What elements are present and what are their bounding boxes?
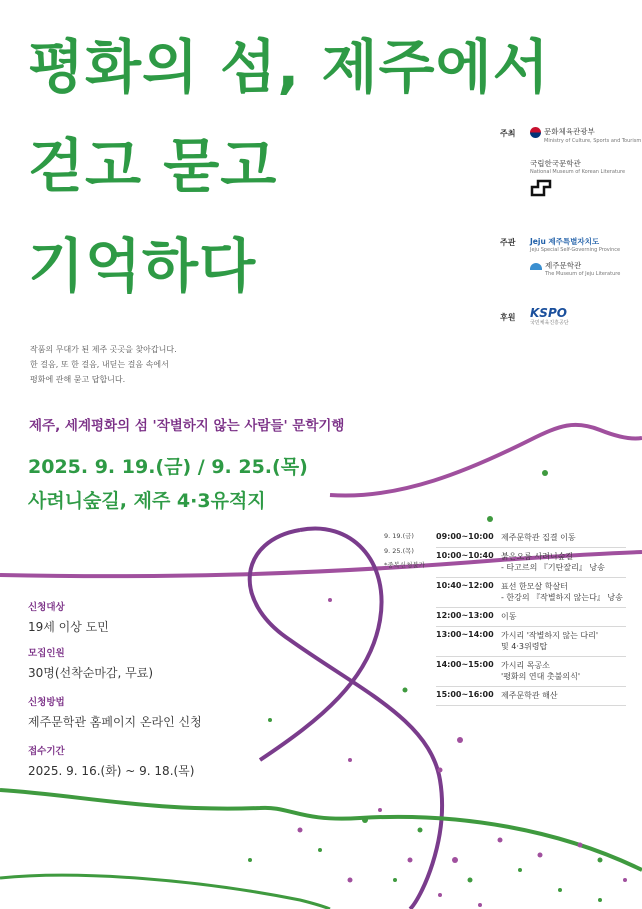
- table-row: 12:00~13:00 이동: [436, 608, 626, 627]
- schedule-date-2: 9. 25.(목): [384, 547, 414, 555]
- host-label: 주최: [500, 129, 516, 138]
- support-label: 후원: [500, 313, 516, 322]
- intro-line: 작품의 무대가 된 제주 곳곳을 찾아갑니다.: [30, 345, 177, 354]
- title-line-1: 평화의 섬, 제주에서: [28, 33, 550, 101]
- intro-text: [30, 342, 290, 387]
- schedule-date-1: 9. 19.(금): [384, 532, 414, 540]
- jeju-logo: Jeju 제주특별자치도 Jeju Special Self-Governing Province: [530, 237, 621, 253]
- mcst-logo: 문화체육관광부 Ministry of Culture, Sports and Tourism: [530, 126, 641, 144]
- schedule-note: *중복신청불가: [384, 561, 425, 569]
- organizer-label: 주관: [500, 238, 516, 247]
- title-line-3: 기억하다: [28, 232, 257, 300]
- info-period: 접수기간 2025. 9. 16.(화) ~ 9. 18.(목): [28, 746, 195, 778]
- nmkl-logo: 국립한국문학관 National Museum of Korean Literature: [530, 158, 625, 197]
- schedule-table: [436, 529, 626, 706]
- table-row: 15:00~16:00 제주문학관 해산: [436, 687, 626, 706]
- table-row: 09:00~10:00 제주문학관 집결 이동: [436, 529, 626, 548]
- info-target: 신청대상 19세 이상 도민: [28, 602, 109, 634]
- table-row: 13:00~14:00 가시리 '작별하지 않는 다리' 및 4·3위령탑: [436, 627, 626, 657]
- wave-icon: [530, 263, 542, 270]
- jeju-lit-museum-logo: 제주문학관 The Museum of Jeju Literature: [530, 260, 620, 277]
- taegeuk-icon: [530, 127, 541, 138]
- event-place: 사려니숲길, 제주 4·3유적지: [28, 490, 266, 512]
- info-capacity: 모집인원 30명(선착순마감, 무료): [28, 648, 153, 680]
- table-row: 14:00~15:00 가시리 목공소 '평화의 연대 촛불의식': [436, 657, 626, 687]
- title-line-2: 걷고 묻고: [28, 132, 278, 200]
- nmkl-mark-icon: [530, 177, 556, 197]
- info-method: 신청방법 제주문학관 홈페이지 온라인 신청: [28, 697, 202, 729]
- intro-line: 평화에 관해 묻고 답합니다.: [30, 375, 126, 384]
- event-dates: 2025. 9. 19.(금) / 9. 25.(목): [28, 456, 308, 478]
- kspo-logo: KSPO 국민체육진흥공단: [530, 306, 569, 326]
- event-subtitle: 제주, 세계평화의 섬 '작별하지 않는 사람들' 문학기행: [29, 418, 345, 434]
- table-row: 10:40~12:00 표선 한모살 학살터 - 한강의 『작별하지 않는다』 낭송: [436, 578, 626, 608]
- table-row: 10:00~10:40 붉은오름 사려니숲길 - 타고르의 『기탄잘리』 낭송: [436, 548, 626, 578]
- intro-line: 한 걸음, 또 한 걸음, 내딛는 걸음 속에서: [30, 360, 169, 369]
